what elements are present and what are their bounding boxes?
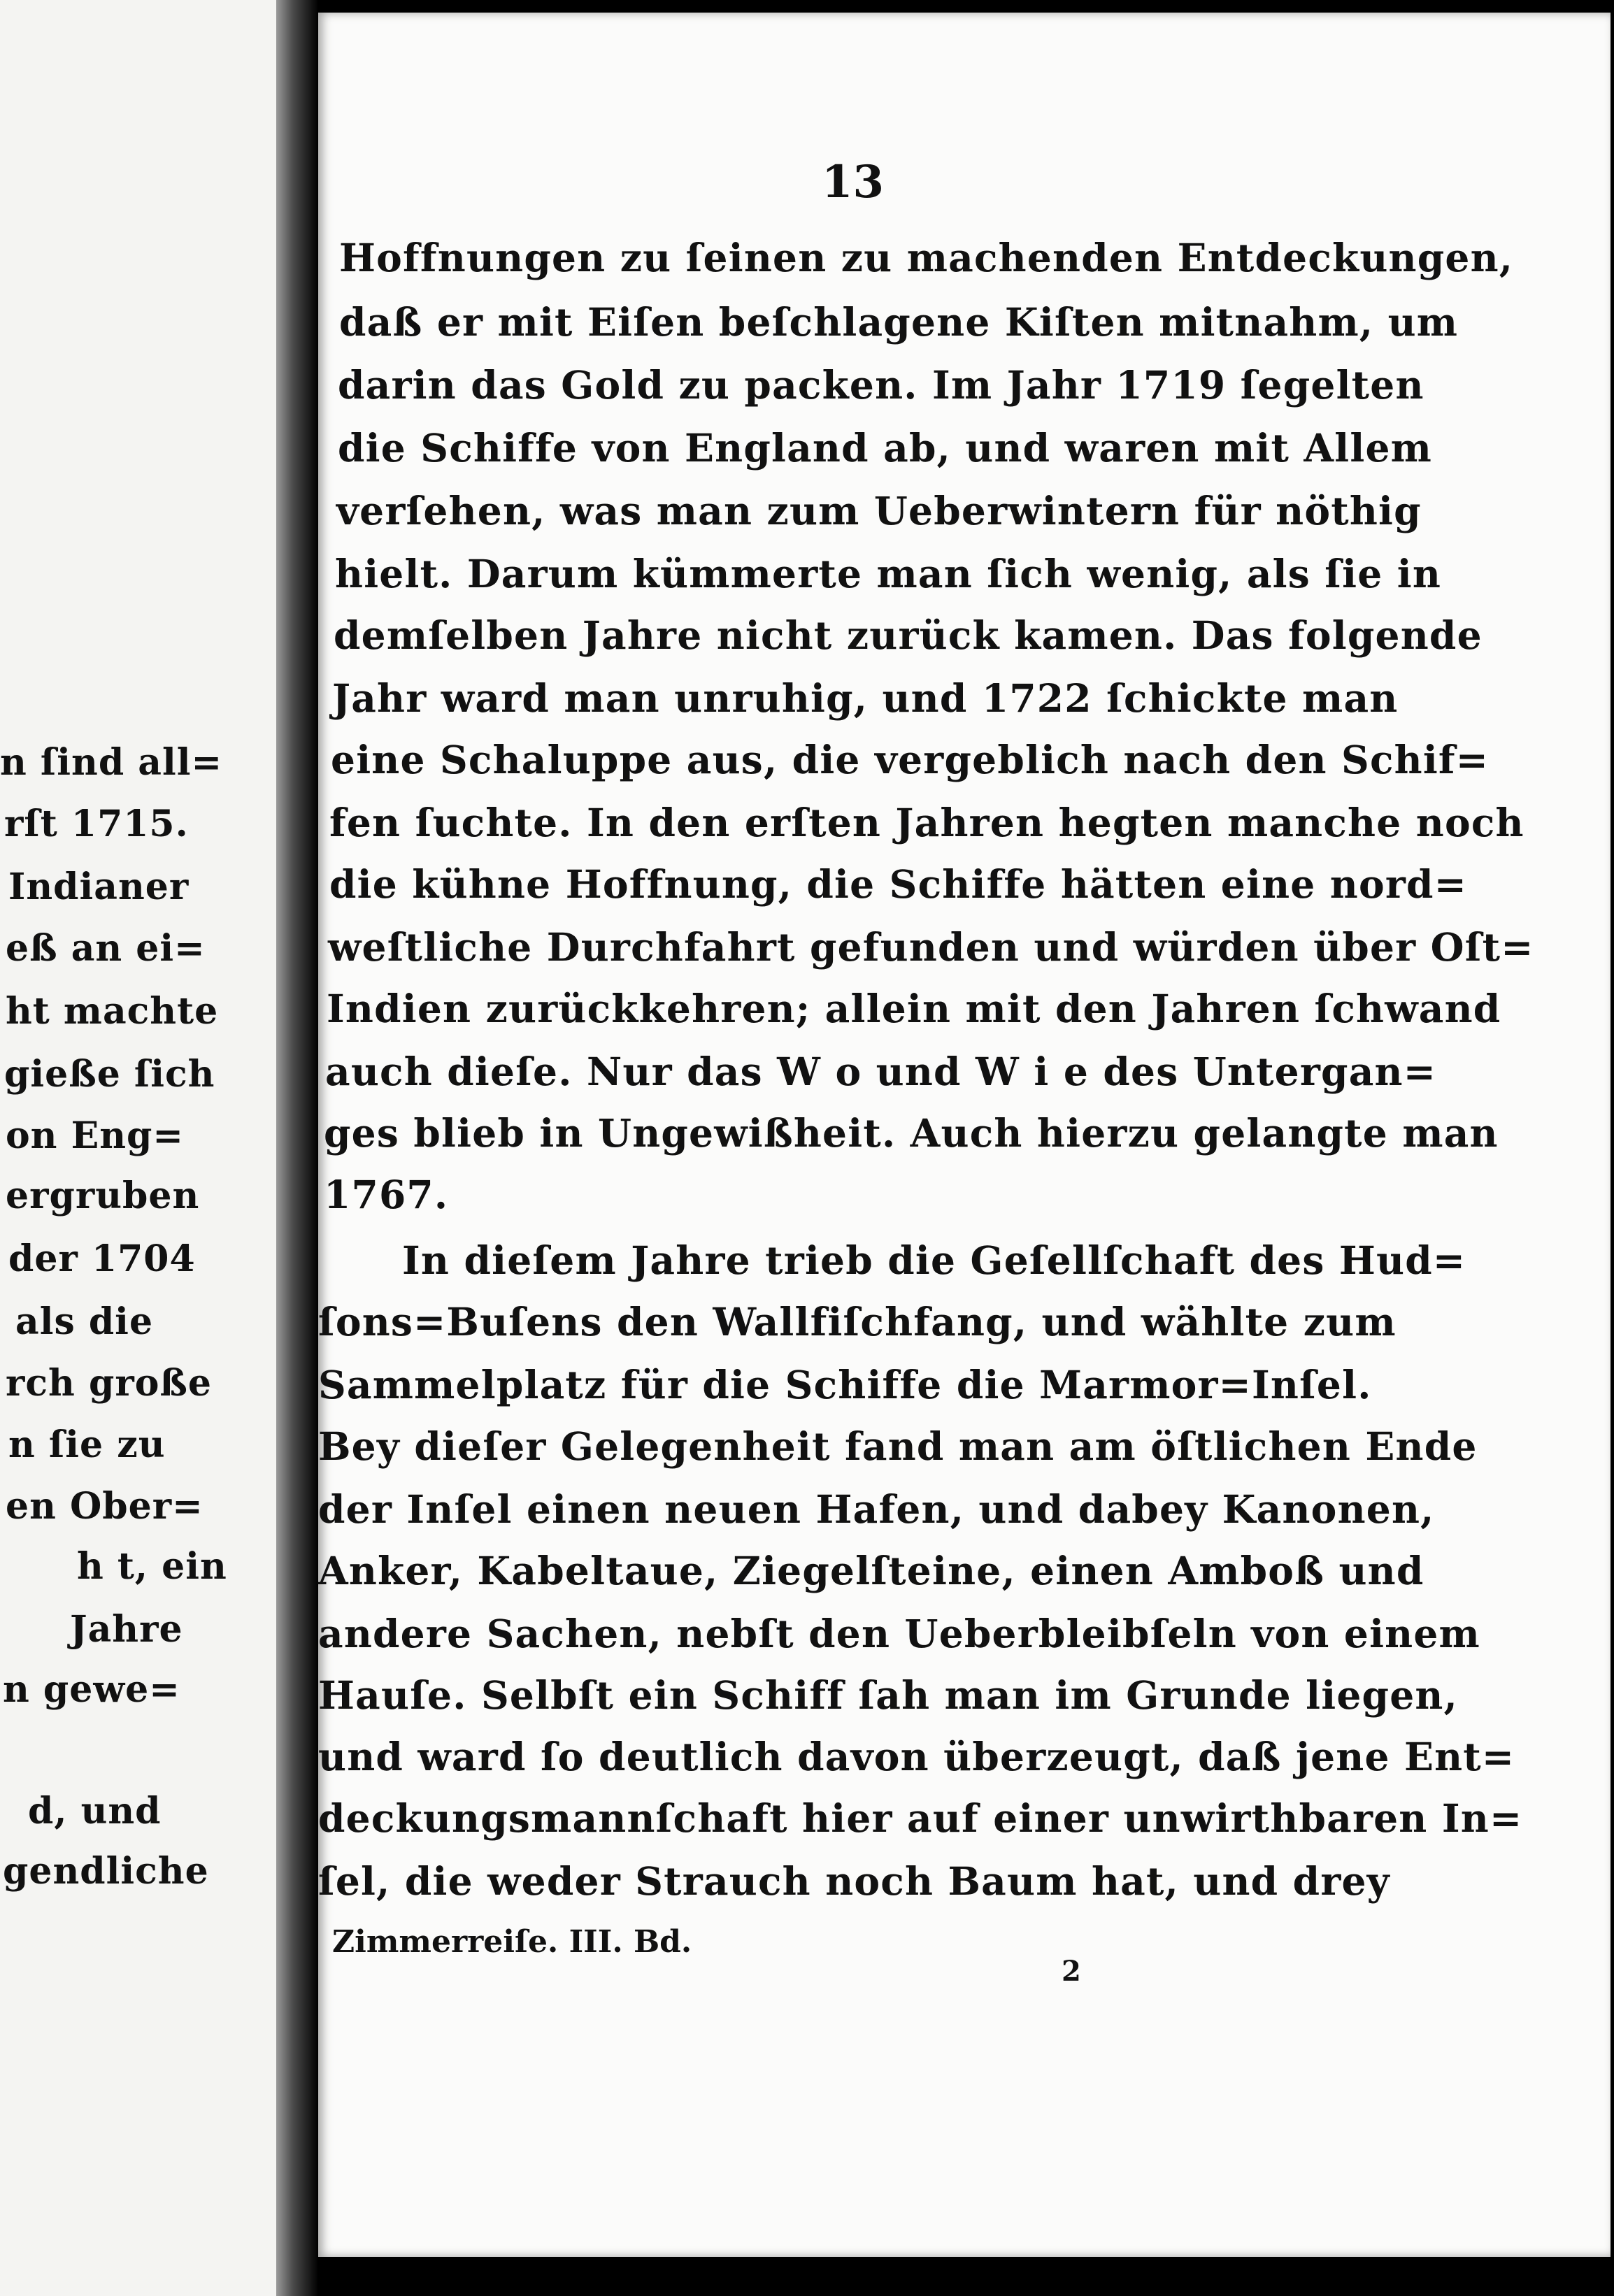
left-line: n ſie zu <box>8 1423 166 1466</box>
text-line: Jahr ward man unruhig, und 1722 ſchickte man <box>332 675 1399 721</box>
page-body <box>318 13 1611 2257</box>
text-line: Hoffnungen zu ſeinen zu machenden Entdeckungen, <box>339 235 1514 280</box>
text-line: daß er mit Eiſen beſchlagene Kiſten mitnahm, um <box>339 299 1459 345</box>
left-page <box>0 0 276 2296</box>
text-line: ſons=Buſens den Wallfiſchfang, und wählte zum <box>318 1299 1397 1344</box>
left-line: en Ober= <box>6 1485 203 1528</box>
left-line: rſt 1715. <box>4 803 189 845</box>
book-gutter <box>276 0 318 2296</box>
signature-line: Zimmerreiſe. III. Bd. <box>332 1924 692 1960</box>
left-line: ht machte <box>6 990 219 1033</box>
text-line: 1767. <box>324 1172 449 1217</box>
signature-mark: 2 <box>1062 1955 1081 1988</box>
text-line: demſelben Jahre nicht zurück kamen. Das folgende <box>334 612 1483 658</box>
text-line: Sammelplatz für die Schiffe die Marmor=Inſel. <box>318 1362 1372 1407</box>
left-line: h t, ein <box>77 1545 227 1588</box>
text-line: Anker, Kabeltaue, Ziegelſteine, einen Amboß und <box>318 1548 1424 1593</box>
left-line: n ſind all= <box>0 741 223 784</box>
left-line: gendliche <box>3 1850 209 1893</box>
text-line: verſehen, was man zum Ueberwintern für nöthig <box>336 488 1422 533</box>
text-line: die kühne Hoffnung, die Schiffe hätten eine nord= <box>329 861 1467 907</box>
left-line: Jahre <box>70 1608 183 1651</box>
text-line: deckungsmannſchaft hier auf einer unwirthbaren In= <box>318 1795 1523 1841</box>
left-line: ergruben <box>6 1175 200 1217</box>
text-line: die Schiffe von England ab, und waren mit Allem <box>338 425 1433 471</box>
page-paper <box>318 13 1611 2257</box>
text-line: eine Schaluppe aus, die vergeblich nach den Schif= <box>331 737 1490 782</box>
text-line: fen ſuchte. In den erſten Jahren hegten manche noch <box>329 800 1524 845</box>
left-line: n gewe= <box>3 1668 180 1711</box>
text-line: Hauſe. Selbſt ein Schiff ſah man im Grunde liegen, <box>318 1672 1458 1718</box>
left-line: d, und <box>28 1790 162 1832</box>
text-line: In dieſem Jahre trieb die Geſellſchaft des Hud= <box>402 1237 1466 1283</box>
text-line: und ward ſo deutlich davon überzeugt, daß jene Ent= <box>318 1734 1515 1779</box>
text-line: auch dieſe. Nur das W o und W i e des Untergan= <box>325 1049 1437 1094</box>
text-line: ges blieb in Ungewißheit. Auch hierzu gelangte man <box>324 1110 1499 1156</box>
left-line: Indianer <box>8 866 190 908</box>
left-line: eß an ei= <box>6 927 206 970</box>
text-line: der Inſel einen neuen Hafen, und dabey Kanonen, <box>318 1486 1435 1532</box>
left-line: rch große <box>6 1362 212 1405</box>
text-line: Indien zurückkehren; allein mit den Jahren ſchwand <box>327 986 1501 1031</box>
text-line: Bey dieſer Gelegenheit fand man am öſtlichen Ende <box>318 1423 1478 1469</box>
text-line: andere Sachen, nebſt den Ueberbleibſeln von einem <box>318 1611 1480 1656</box>
page-number: 13 <box>822 156 885 208</box>
left-line: als die <box>15 1300 154 1343</box>
text-line: weſtliche Durchfahrt gefunden und würden über Oſt= <box>328 924 1534 970</box>
left-line: gieße ſich <box>4 1053 215 1096</box>
text-line: ſel, die weder Strauch noch Baum hat, und drey <box>318 1858 1390 1904</box>
right-page <box>318 0 1614 2296</box>
text-line: darin das Gold zu packen. Im Jahr 1719 ſegelten <box>338 362 1424 408</box>
left-line: der 1704 <box>8 1237 196 1280</box>
text-line: hielt. Darum kümmerte man ſich wenig, als ſie in <box>335 551 1442 596</box>
left-line: on Eng= <box>6 1114 184 1157</box>
